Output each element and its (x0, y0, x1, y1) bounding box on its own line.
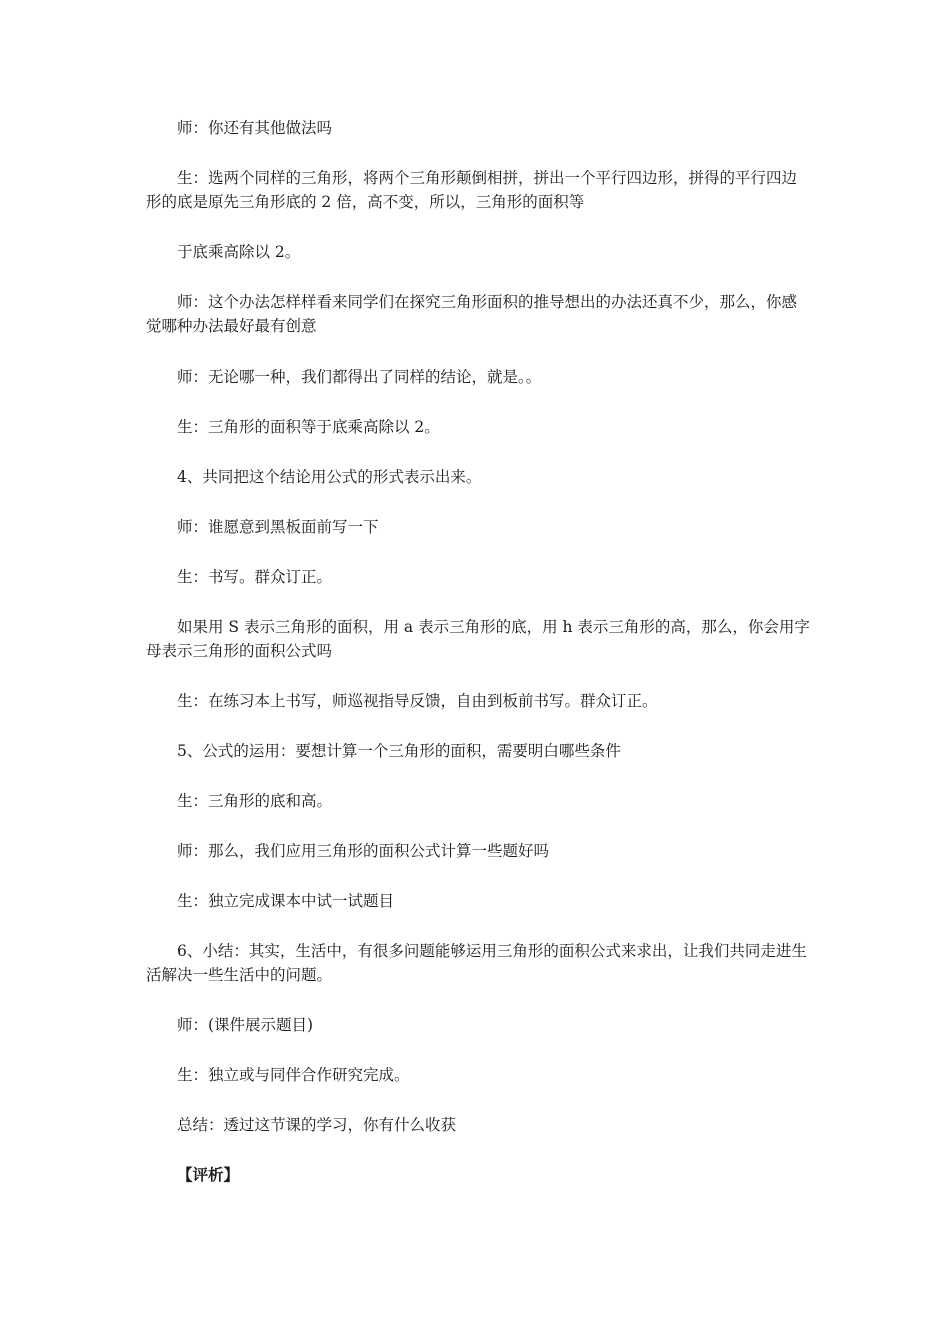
paragraph-formula-letters: 如果用 S 表示三角形的面积，用 a 表示三角形的底，用 h 表示三角形的高，那么，你会用字母表示三角形的面积公式吗 (146, 618, 810, 660)
paragraph-student-two-triangles: 生：选两个同样的三角形，将两个三角形颠倒相拼，拼出一个平行四边形，拼得的平行四边形的底是原先三角形底的 2 倍，高不变，所以，三角形的面积等 (146, 169, 798, 211)
paragraph-step-4: 4、共同把这个结论用公式的形式表示出来。 (177, 468, 482, 486)
paragraph-step-6-summary: 6、小结：其实，生活中，有很多问题能够运用三角形的面积公式来求出，让我们共同走进生活解决一些生活中的问题。 (146, 942, 807, 984)
paragraph-base-times-height: 于底乘高除以 2。 (177, 243, 301, 261)
paragraph-student-exercise: 生：独立完成课本中试一试题目 (177, 892, 395, 910)
paragraph-student-write: 生：书写。群众订正。 (177, 568, 333, 586)
paragraph-teacher-blackboard: 师：谁愿意到黑板面前写一下 (177, 518, 379, 536)
paragraph-teacher-which-method: 师：这个办法怎样样看来同学们在探究三角形面积的推导想出的办法还真不少，那么，你感觉哪种办法最好最有创意 (146, 293, 798, 335)
paragraph-conclusion: 总结：透过这节课的学习，你有什么收获 (177, 1116, 457, 1134)
paragraph-teacher-same-conclusion: 师：无论哪一种，我们都得出了同样的结论，就是。。 (177, 368, 542, 386)
paragraph-commentary-heading: 【评析】 (177, 1165, 240, 1184)
paragraph-teacher-apply: 师：那么，我们应用三角形的面积公式计算一些题好吗 (177, 842, 550, 860)
paragraph-student-practice: 生：在练习本上书写，师巡视指导反馈，自由到板前书写。群众订正。 (177, 692, 658, 710)
paragraph-student-base-height: 生：三角形的底和高。 (177, 792, 333, 810)
paragraph-teacher-courseware: 师：(课件展示题目) (177, 1016, 314, 1034)
paragraph-student-cooperate: 生：独立或与同伴合作研究完成。 (177, 1066, 410, 1084)
paragraph-student-area-rule: 生：三角形的面积等于底乘高除以 2。 (177, 418, 440, 436)
paragraph-teacher-other-methods: 师：你还有其他做法吗 (177, 119, 333, 137)
paragraph-step-5: 5、公式的运用：要想计算一个三角形的面积，需要明白哪些条件 (177, 742, 621, 760)
